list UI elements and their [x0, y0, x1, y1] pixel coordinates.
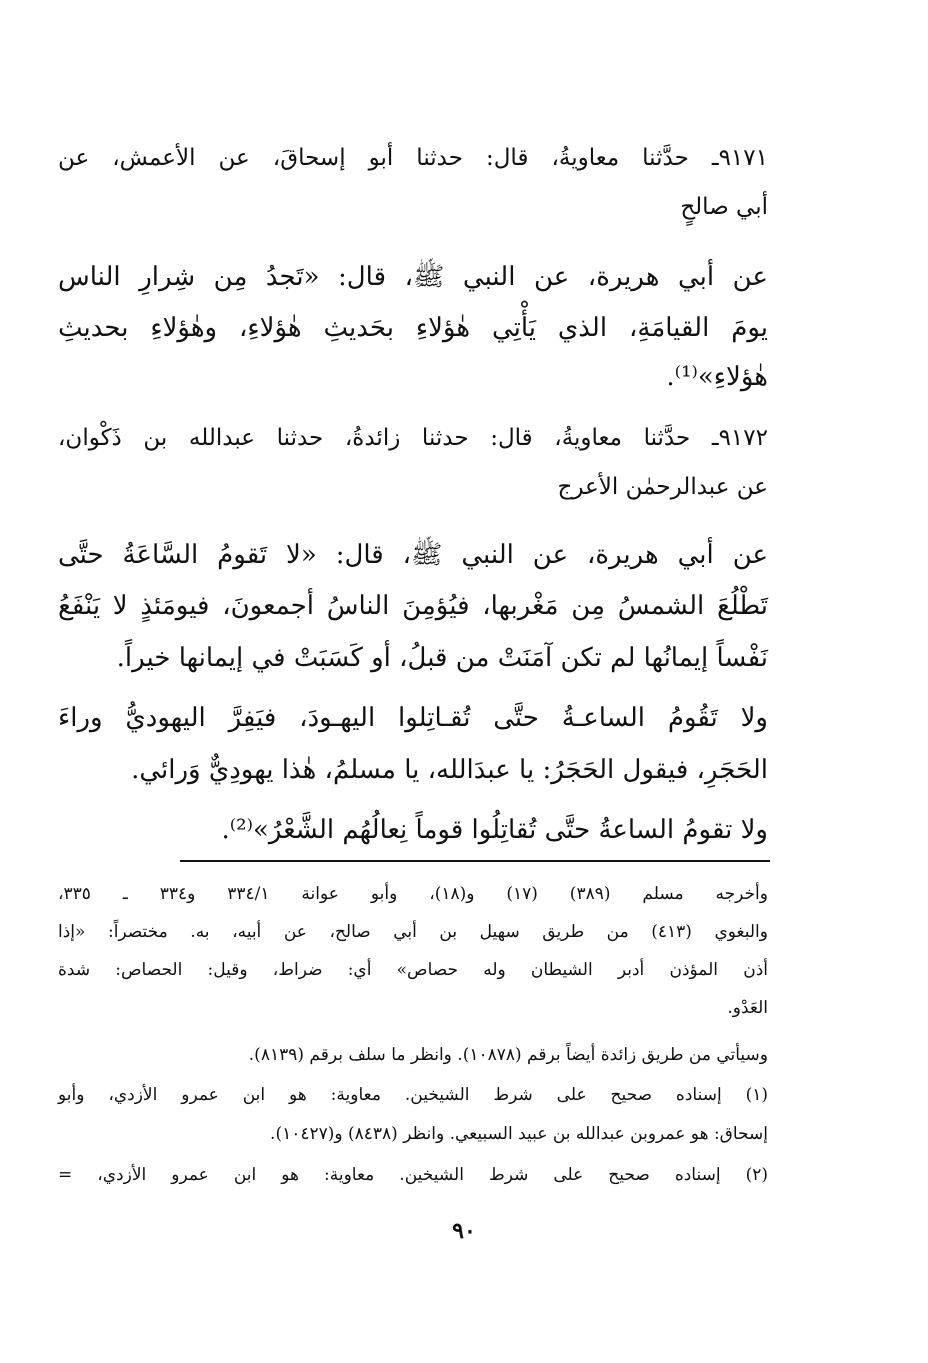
hadith-9172-matn-line-3: نَفْساً إيمانُها لم تكن آمَنَتْ من قبلُ، أو كَسَبَتْ في إيمانها خيراً.	[116, 643, 768, 673]
page-number: ٩٠	[452, 1218, 476, 1244]
hadith-9172-matn-line-1: عن أبي هريرة، عن النبي ﷺ، قال: «لا تَقومُ السَّاعَةُ حتَّى	[58, 540, 768, 570]
footnote-separator	[180, 860, 770, 862]
footnote-2: (٢) إسناده صحيح على شرط الشيخين. معاوية: هو ابن عمرو الأزدي، =	[58, 1165, 768, 1185]
hadith-9172-isnad-line-2: عن عبدالرحمٰن الأعرج	[557, 474, 768, 500]
footnote-line: وسيأتي من طريق زائدة أيضاً برقم (١٠٨٧٨). وانظر ما سلف برقم (٨١٣٩).	[248, 1045, 768, 1065]
hadith-9172-isnad-line-1: ٩١٧٢ـ حدَّثنا معاويةُ، قال: حدثنا زائدةُ، حدثنا عبدالله بن ذَكْوان،	[58, 425, 768, 451]
hadith-9171-isnad-line-2: أبي صالحٍ	[680, 194, 768, 220]
hadith-9172-matn-line-2: تَطْلُعَ الشمسُ مِن مَغْربها، فيُؤمِنَ الناسُ أجمعونَ، فيومَئذٍ لا يَنْفَعُ	[58, 591, 768, 621]
footnote-1: (١) إسناده صحيح على شرط الشيخين. معاوية: هو ابن عمرو الأزدي، وأبو	[58, 1085, 768, 1105]
footnote-line: العَدْو.	[727, 998, 768, 1018]
hadith-9172-matn-line-5: الحَجَرِ، فيقول الحَجَرُ: يا عبدَالله، يا مسلمُ، هٰذا يهودِيٌّ وَرائي.	[131, 755, 768, 785]
hadith-9171-matn-line-1: عن أبي هريرة، عن النبي ﷺ، قال: «تَجدُ مِن شِرارِ الناس	[58, 262, 768, 292]
footnote-1-continued: إسحاق: هو عمروبن عبدالله بن عبيد السبيعي. وانظر (٨٤٣٨) و(١٠٤٢٧).	[270, 1124, 768, 1144]
footnote-line: وأخرجه مسلم (٣٨٩) (١٧) و(١٨)، وأبو عوانة ٣٣٤/١ و٣٣٤ ـ ٣٣٥،	[58, 884, 768, 904]
footnote-line: أذن المؤذن أدبر الشيطان وله حصاص» أي: ضراط، وقيل: الحصاص: شدة	[58, 960, 768, 980]
hadith-9172-matn-line-6: ولا تقومُ الساعةُ حتَّى تُقاتِلُوا قوماً نِعالُهُم الشَّعْرُ»⁽²⁾.	[221, 815, 768, 845]
hadith-9171-matn-line-3: هٰؤلاءِ»⁽¹⁾.	[666, 362, 768, 392]
hadith-9171-isnad-line-1: ٩١٧١ـ حدَّثنا معاويةُ، قال: حدثنا أبو إسحاقَ، عن الأعمش، عن	[58, 145, 768, 171]
hadith-9172-matn-line-4: ولا تَقُومُ الساعـةُ حتَّى تُقـاتِلوا اليهـودَ، فيَفِرَّ اليهوديُّ وراءَ	[58, 703, 768, 733]
footnote-line: والبغوي (٤١٣) من طريق سهيل بن أبي صالح، عن أبيه، به. مختصراً: «إذا	[58, 922, 768, 942]
hadith-9171-matn-line-2: يومَ القيامَةِ، الذي يَأْتِي هٰؤلاءِ بحَديثِ هٰؤلاءِ، وهٰؤلاءِ بحديثِ	[58, 313, 768, 343]
